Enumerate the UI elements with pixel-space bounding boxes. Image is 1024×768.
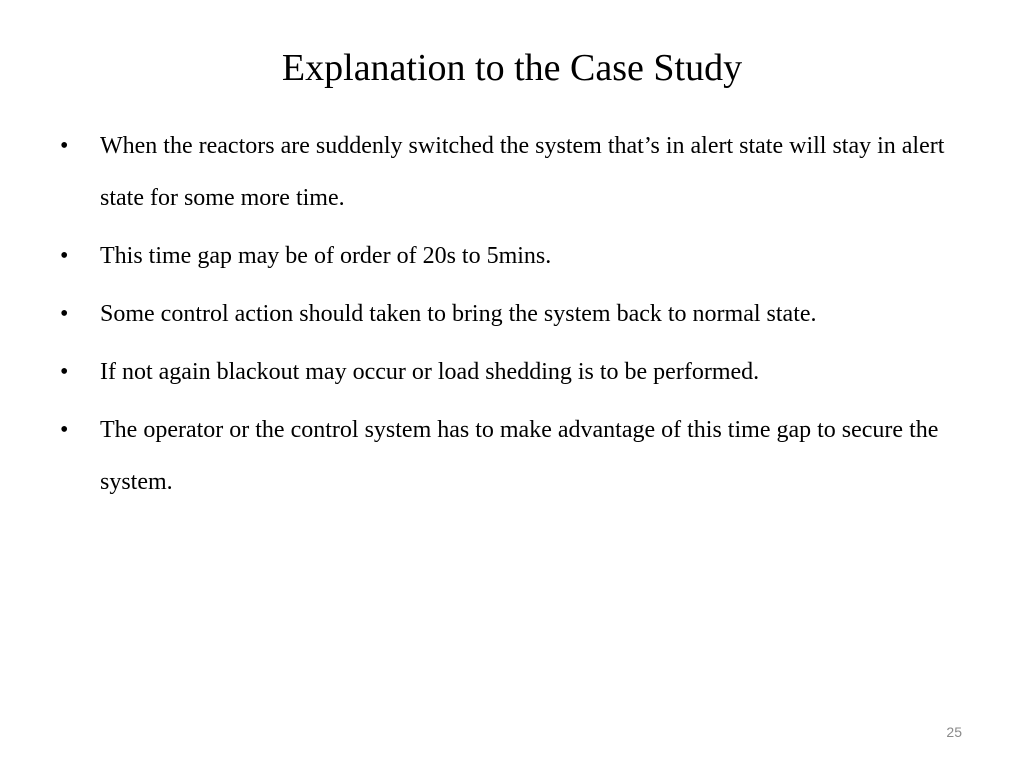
- bullet-text: The operator or the control system has to make advantage of this time gap to secure the system.: [100, 417, 939, 495]
- list-item: [60, 346, 980, 398]
- slide-title: Explanation to the Case Study: [281, 47, 743, 89]
- list-item: [60, 120, 980, 224]
- bullet-text: Some control action should taken to bring the system back to normal state.: [100, 301, 817, 327]
- bullet-icon: •: [60, 359, 69, 385]
- slide-number: 25: [946, 724, 962, 740]
- bullet-icon: •: [60, 133, 69, 159]
- bullet-list: [60, 120, 980, 514]
- bullet-icon: •: [60, 243, 69, 269]
- bullet-text: When the reactors are suddenly switched the system that’s in alert state will stay in alert state for some more time.: [100, 133, 945, 211]
- list-item: [60, 288, 980, 340]
- bullet-icon: •: [60, 417, 69, 443]
- bullet-text: If not again blackout may occur or load shedding is to be performed.: [100, 359, 760, 385]
- bullet-text: This time gap may be of order of 20s to 5mins.: [100, 243, 552, 269]
- list-item: [60, 404, 980, 508]
- list-item: [60, 230, 980, 282]
- bullet-icon: •: [60, 301, 69, 327]
